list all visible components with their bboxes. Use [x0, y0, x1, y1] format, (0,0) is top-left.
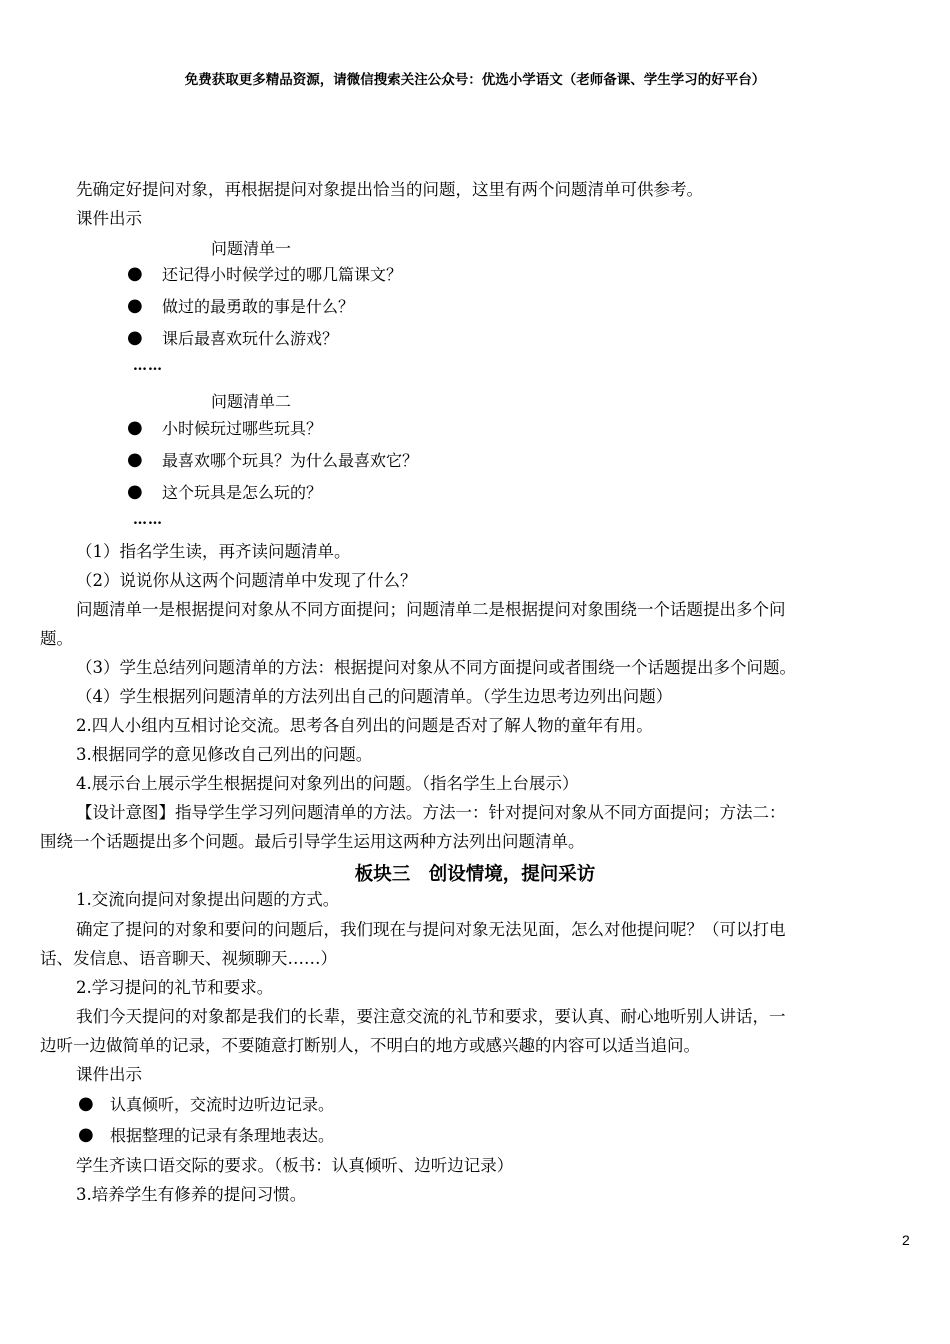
- bullet-icon: ●: [127, 295, 143, 316]
- step-1: （1）指名学生读，再齐读问题清单。: [76, 542, 351, 561]
- step-3: （3）学生总结列问题清单的方法：根据提问对象从不同方面提问或者围绕一个话题提出多个问题。: [76, 658, 796, 677]
- bullet-icon: ●: [127, 481, 143, 502]
- step-2: （2）说说你从这两个问题清单中发现了什么？: [76, 571, 417, 590]
- bullet-icon: ●: [127, 327, 143, 348]
- list2-item: 小时候玩过哪些玩具？: [162, 419, 323, 438]
- list1-item: 做过的最勇敢的事是什么？: [162, 297, 355, 316]
- list2-title: 问题清单二: [211, 392, 292, 411]
- s3-paragraph1-line2: 话、发信息、语音聊天、视频聊天……）: [40, 949, 337, 968]
- list1-title: 问题清单一: [211, 239, 292, 258]
- intro-paragraph: 先确定好提问对象，再根据提问对象提出恰当的问题，这里有两个问题清单可供参考。: [76, 180, 703, 199]
- list1-item: 课后最喜欢玩什么游戏？: [162, 329, 339, 348]
- bullet-icon: ●: [78, 1124, 94, 1145]
- s3-paragraph2-line2: 边听一边做简单的记录，不要随意打断别人，不明白的地方或感兴趣的内容可以适当追问。: [40, 1036, 700, 1055]
- requirement-item: 根据整理的记录有条理地表达。: [110, 1126, 335, 1145]
- page-header-banner: 免费获取更多精品资源，请微信搜索关注公众号：优选小学语文（老师备课、学生学习的好平台）: [184, 72, 766, 88]
- list2-ellipsis: ……: [133, 512, 163, 528]
- requirement-item: 认真倾听，交流时边听边记录。: [110, 1095, 335, 1114]
- bullet-icon: ●: [78, 1093, 94, 1114]
- list2-item: 这个玩具是怎么玩的？: [162, 483, 323, 502]
- bullet-icon: ●: [127, 417, 143, 438]
- page-number: 2: [902, 1232, 910, 1248]
- list2-item: 最喜欢哪个玩具？为什么最喜欢它？: [162, 451, 419, 470]
- s3-paragraph1-line1: 确定了提问的对象和要问的问题后，我们现在与提问对象无法见面，怎么对他提问呢？（可以打电: [76, 920, 786, 939]
- list1-ellipsis: ……: [133, 358, 163, 374]
- section-heading: 板块三 创设情境，提问采访: [354, 864, 596, 885]
- design-intent-line1: 【设计意图】指导学生学习列问题清单的方法。方法一：针对提问对象从不同方面提问；方法二：: [76, 803, 786, 822]
- item-3: 3.根据同学的意见修改自己列出的问题。: [76, 745, 373, 764]
- s3-item-1: 1.交流向提问对象提出问题的方式。: [76, 890, 340, 909]
- read-requirements: 学生齐读口语交际的要求。（板书：认真倾听、边听边记录）: [76, 1156, 514, 1175]
- bullet-icon: ●: [127, 449, 143, 470]
- step-4: （4）学生根据列问题清单的方法列出自己的问题清单。（学生边思考边列出问题）: [76, 687, 673, 706]
- finding-text-line2: 题。: [40, 629, 73, 648]
- s3-item-2: 2.学习提问的礼节和要求。: [76, 978, 274, 997]
- s3-item-3: 3.培养学生有修养的提问习惯。: [76, 1185, 307, 1204]
- finding-text-line1: 问题清单一是根据提问对象从不同方面提问；问题清单二是根据提问对象围绕一个话题提出多个问: [76, 600, 786, 619]
- s3-paragraph2-line1: 我们今天提问的对象都是我们的长辈，要注意交流的礼节和要求，要认真、耐心地听别人讲话，一: [76, 1007, 786, 1026]
- item-4: 4.展示台上展示学生根据提问对象列出的问题。（指名学生上台展示）: [76, 774, 579, 793]
- courseware-label: 课件出示: [76, 1065, 142, 1084]
- courseware-label: 课件出示: [76, 209, 142, 228]
- list1-item: 还记得小时候学过的哪几篇课文？: [162, 265, 403, 284]
- bullet-icon: ●: [127, 263, 143, 284]
- item-2: 2.四人小组内互相讨论交流。思考各自列出的问题是否对了解人物的童年有用。: [76, 716, 653, 735]
- design-intent-line2: 围绕一个话题提出多个问题。最后引导学生运用这两种方法列出问题清单。: [40, 832, 585, 851]
